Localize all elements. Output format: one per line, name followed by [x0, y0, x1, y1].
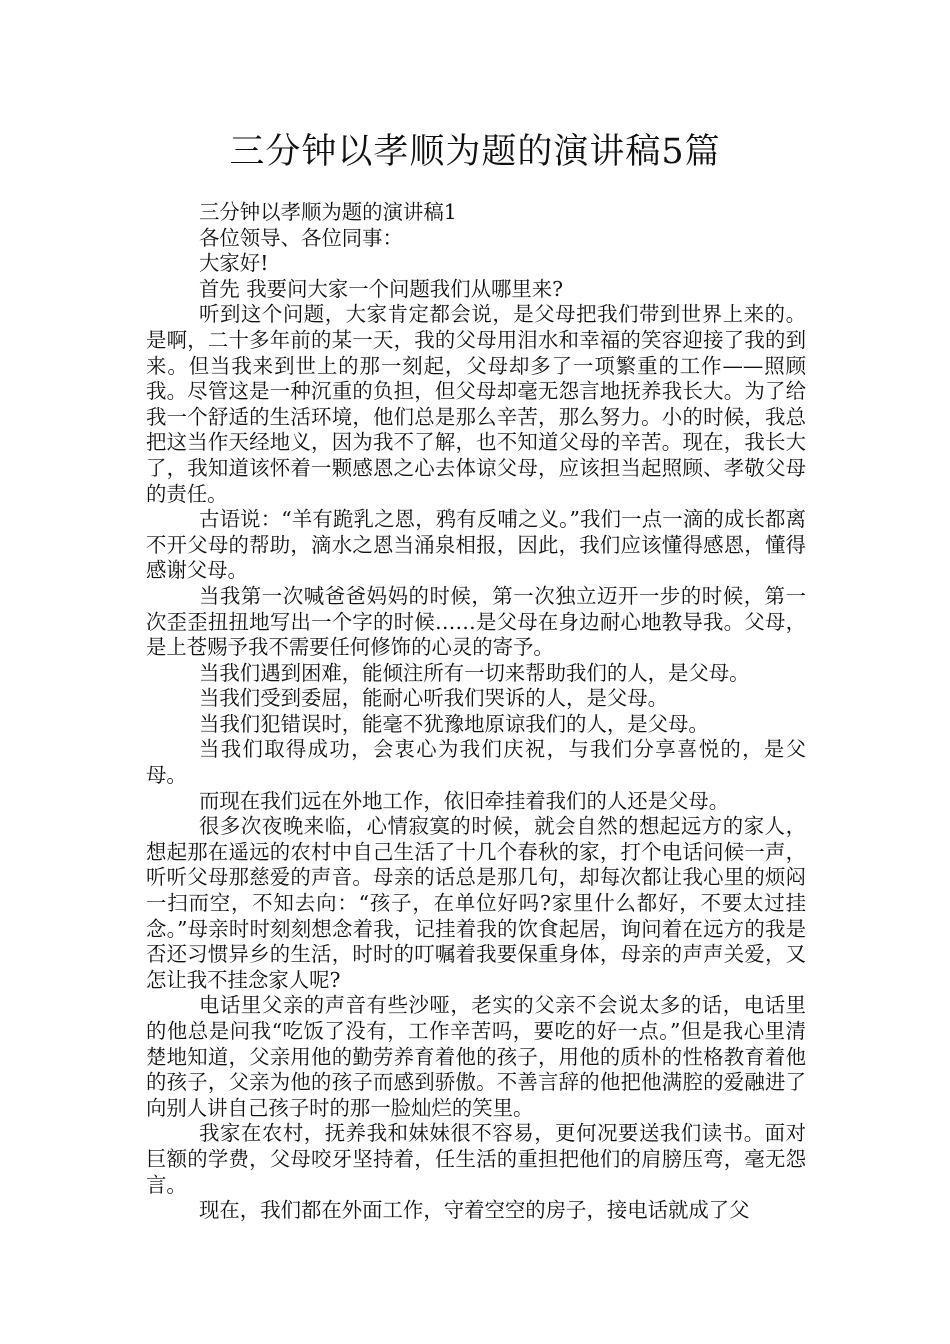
paragraph: 当我们遇到困难，能倾注所有一切来帮助我们的人，是父母。 — [199, 660, 750, 685]
paragraph: 当我第一次喊爸爸妈妈的时候，第一次独立迈开一步的时候，第一次歪歪扭扭地写出一个字的时候……是父母在身边耐心地教导我。父母，是上苍赐予我不需要任何修饰的心灵的寄予。 — [146, 583, 806, 660]
paragraph: 很多次夜晚来临，心情寂寞的时候，就会自然的想起远方的家人，想起那在遥远的农村中自己生活了十几个春秋的家，打个电话问候一声，听听父母那慈爱的声音。母亲的话总是那几句，却每次都让我心里的烦闷一扫而空，不知去向：“孩子，在单位好吗?家里什么都好，不要太过挂念。”母亲时时刻刻想念着我，记挂着我的饮食起居，询问着在远方的我是否还习惯异乡的生活，时时的叮嘱着我要保重身体，母亲的声声关爱，又怎让我不挂念家人呢? — [146, 814, 806, 992]
document-title: 三分钟以孝顺为题的演讲稿5篇 — [229, 132, 721, 172]
document-body — [146, 200, 806, 1224]
paragraph: 电话里父亲的声音有些沙哑，老实的父亲不会说太多的话，电话里的他总是问我“吃饭了没有，工作辛苦吗，要吃的好一点。”但是我心里清楚地知道，父亲用他的勤劳养育着他的孩子，用他的质朴的性格教育着他的孩子，父亲为他的孩子而感到骄傲。不善言辞的他把他满腔的爱融进了向别人讲自己孩子时的那一脸灿烂的笑里。 — [146, 993, 806, 1120]
paragraph: 首先 我要问大家一个问题我们从哪里来? — [199, 276, 564, 301]
paragraph: 当我们取得成功，会衷心为我们庆祝，与我们分享喜悦的，是父母。 — [146, 737, 806, 788]
paragraph: 听到这个问题，大家肯定都会说，是父母把我们带到世界上来的。是啊，二十多年前的某一天，我的父母用泪水和幸福的笑容迎接了我的到来。但当我来到世上的那一刻起，父母却多了一项繁重的工作——照顾我。尽管这是一种沉重的负担，但父母却毫无怨言地抚养我长大。为了给我一个舒适的生活环境，他们总是那么辛苦，那么努力。小的时候，我总把这当作天经地义，因为我不了解，也不知道父母的辛苦。现在，我长大了，我知道该怀着一颗感恩之心去体谅父母，应该担当起照顾、孝敬父母的责任。 — [146, 302, 806, 506]
paragraph: 我家在农村，抚养我和妹妹很不容易，更何况要送我们读书。面对巨额的学费，父母咬牙坚持着，任生活的重担把他们的肩膀压弯，毫无怨言。 — [146, 1121, 806, 1197]
paragraph-salutation: 各位领导、各位同事： — [199, 225, 403, 250]
paragraph-greeting: 大家好! — [199, 251, 269, 276]
paragraph: 现在，我们都在外面工作，守着空空的房子，接电话就成了父 — [199, 1198, 750, 1223]
paragraph-subtitle: 三分钟以孝顺为题的演讲稿1 — [199, 200, 457, 224]
paragraph: 而现在我们远在外地工作，依旧牵挂着我们的人还是父母。 — [199, 788, 730, 813]
paragraph: 当我们犯错误时，能毫不犹豫地原谅我们的人，是父母。 — [199, 711, 709, 736]
paragraph: 古语说：“羊有跪乳之恩，鸦有反哺之义。”我们一点一滴的成长都离不开父母的帮助，滴水之恩当涌泉相报，因此，我们应该懂得感恩，懂得感谢父母。 — [146, 507, 806, 583]
paragraph: 当我们受到委屈，能耐心听我们哭诉的人，是父母。 — [199, 686, 669, 711]
